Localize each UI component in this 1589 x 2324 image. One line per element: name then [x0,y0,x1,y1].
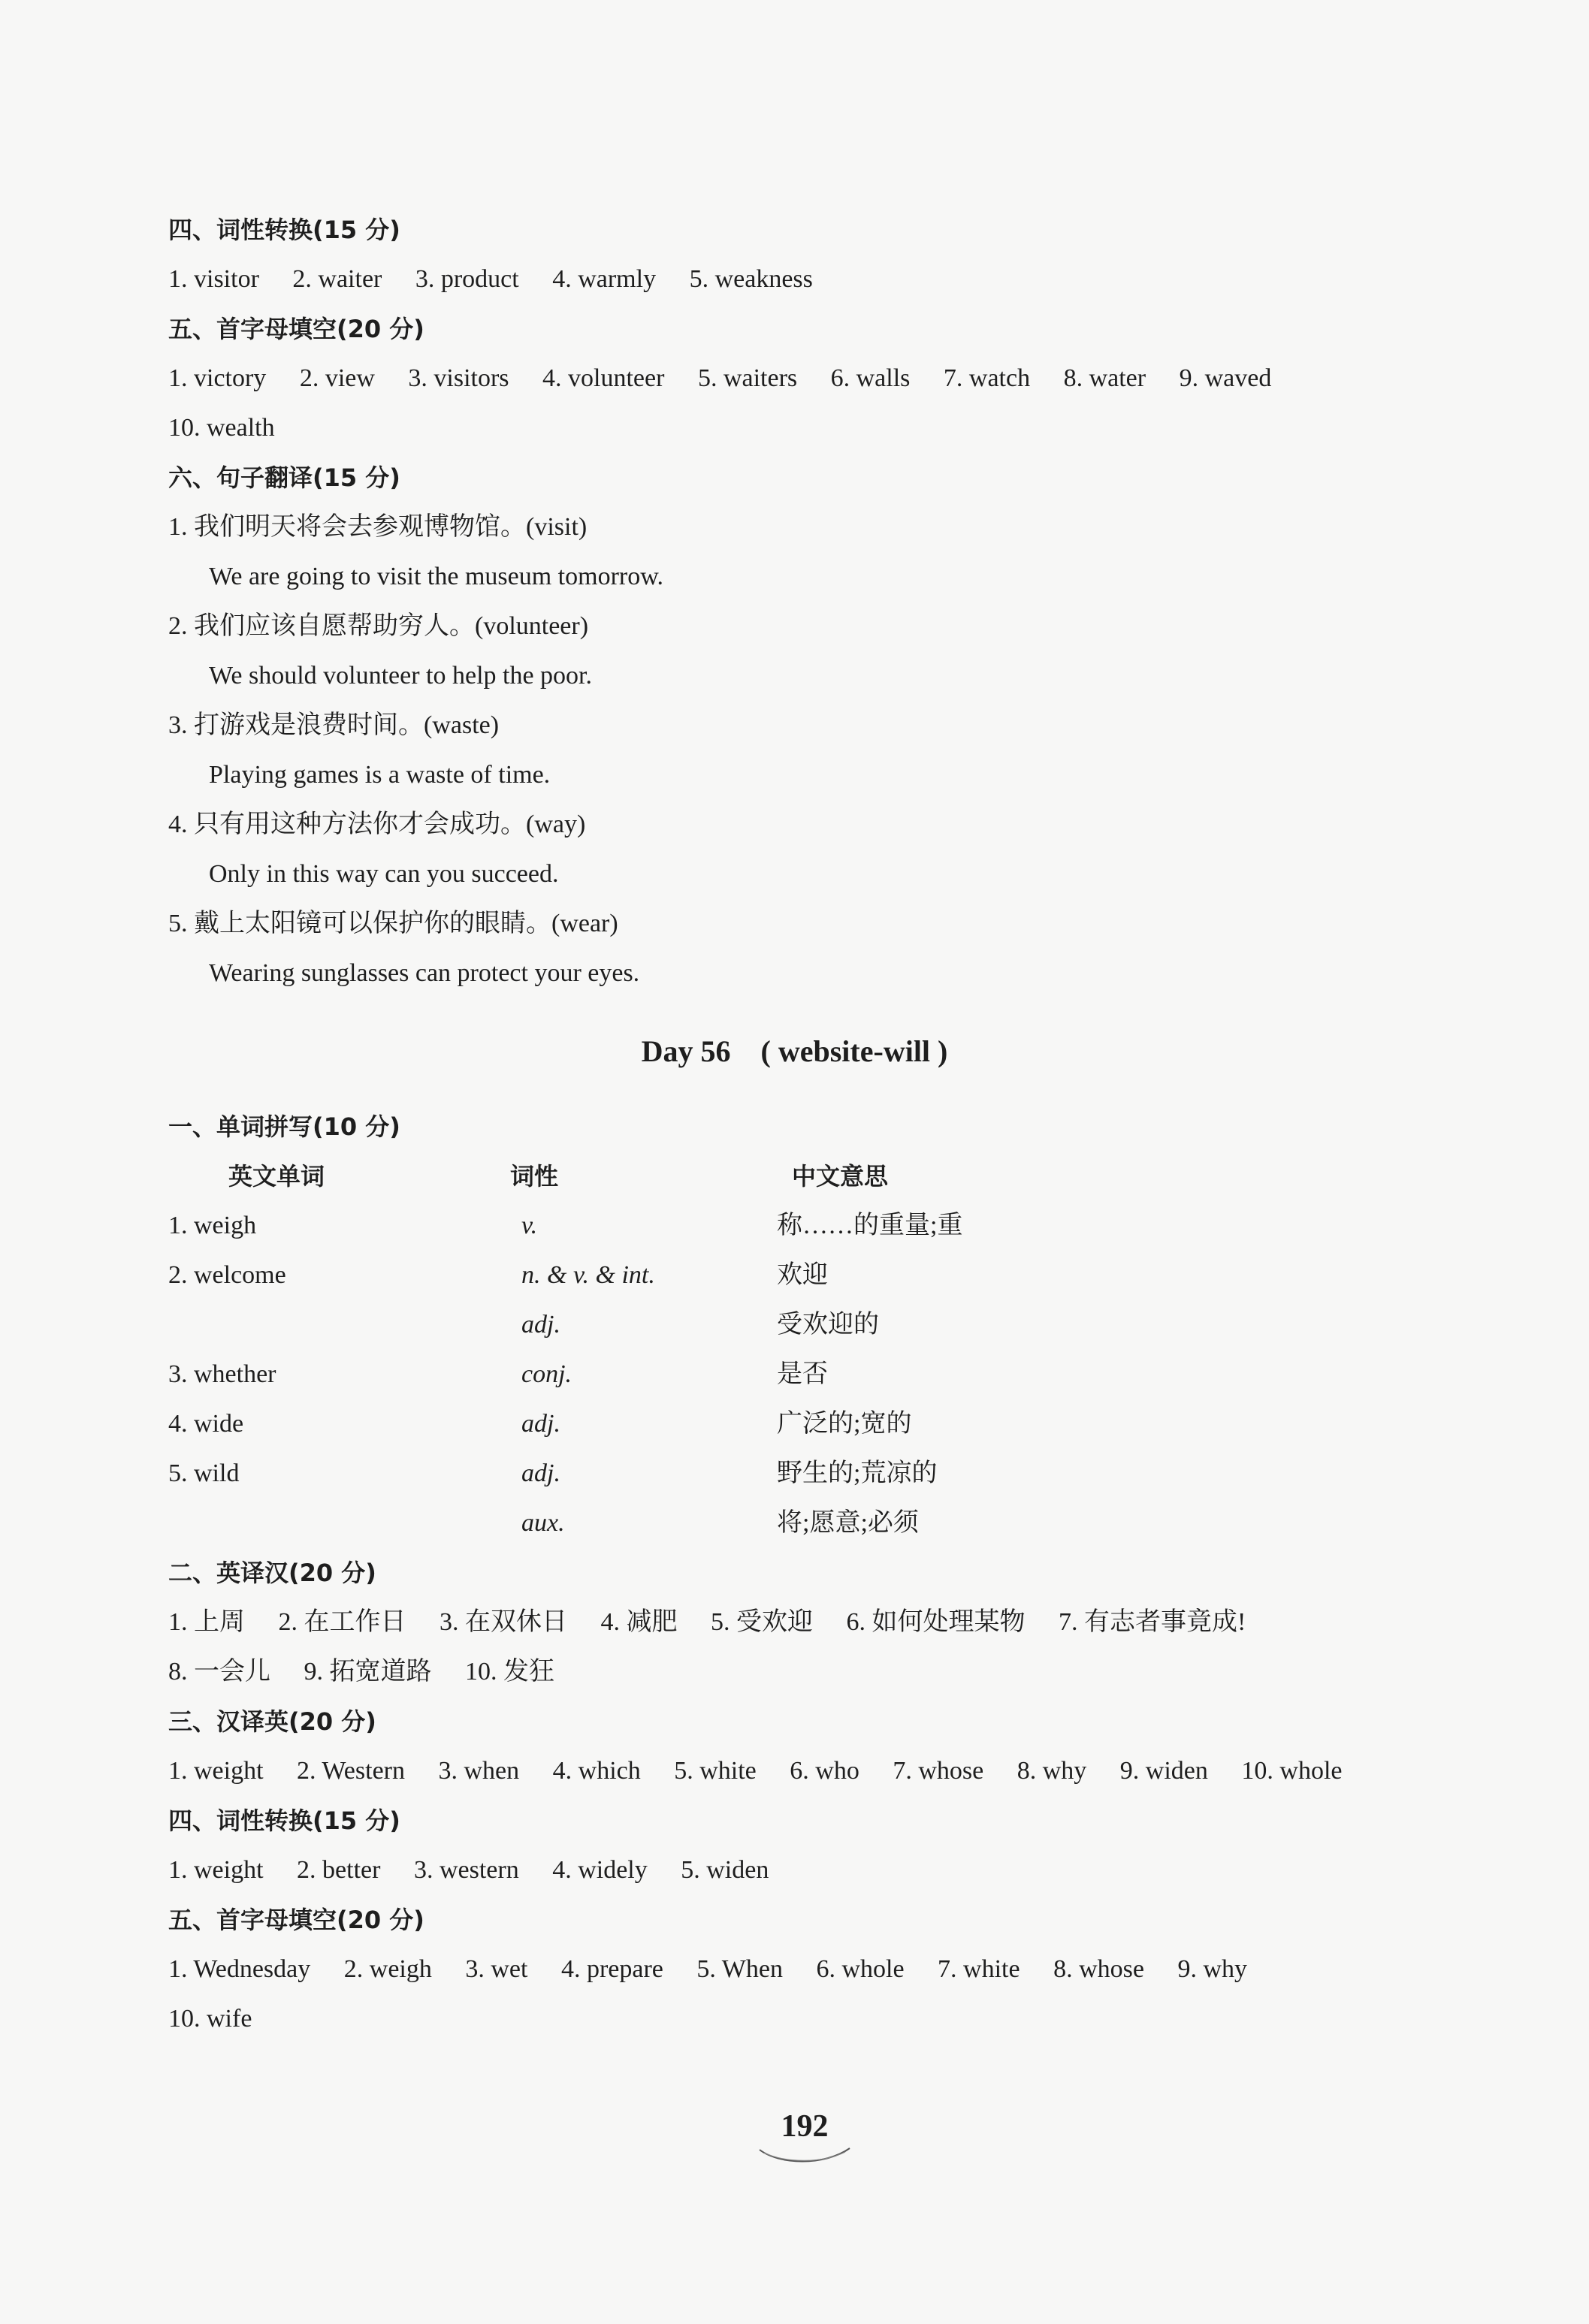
answer-item: 5. waiters [697,364,798,392]
table-row [168,1259,1446,1292]
answer-item: 4. warmly [552,265,657,293]
column-header-word: 英文单词 [228,1162,325,1191]
table-header [168,1160,1446,1193]
answer-item: 3. product [415,265,519,293]
pos-cell: adj. [521,1311,560,1339]
answer-item: 2. view [299,364,375,392]
answer-line [168,1655,582,1689]
answer-item: 2. Western [297,1757,405,1785]
answer-item: 5. When [696,1955,783,1983]
word-cell: 1. weigh [168,1212,257,1239]
section-heading: 一、单词拼写(10 分) [168,1112,400,1141]
day-word-range: ( website-will ) [760,1034,948,1068]
translation-answer: We are going to visit the museum tomorrow. [209,563,664,590]
answer-item: 10. wife [168,2005,252,2033]
answer-item: 5. 受欢迎 [711,1608,813,1636]
meaning-cell: 将;愿意;必须 [777,1509,919,1537]
answer-item: 2. 在工作日 [278,1608,406,1636]
answer-item: 7. whose [893,1757,984,1785]
meaning-cell: 野生的;荒凉的 [777,1459,938,1487]
answer-item: 4. volunteer [542,364,665,392]
meaning-cell: 受欢迎的 [777,1311,879,1339]
page-number-text: 192 [781,2109,829,2144]
word-cell: 2. welcome [168,1261,286,1289]
section-heading: 五、首字母填空(20 分) [168,315,424,343]
section-heading: 四、词性转换(15 分) [168,216,400,244]
translation-source: 4. 只有用这种方法你才会成功。(way) [168,810,586,838]
answer-line [168,1854,796,1887]
answer-item: 3. 在双休日 [440,1608,567,1636]
answer-item: 7. watch [943,364,1031,392]
answer-item: 1. 上周 [168,1608,245,1636]
translation-answer: Playing games is a waste of time. [209,761,551,789]
answer-item: 8. 一会儿 [168,1658,270,1686]
table-row [168,1358,1446,1391]
translation-answer: Wearing sunglasses can protect your eyes. [209,959,640,987]
answer-line [168,412,302,445]
table-row [168,1209,1446,1242]
meaning-cell: 广泛的;宽的 [777,1410,912,1438]
answer-item: 8. water [1063,364,1146,392]
answer-item: 2. better [297,1856,381,1884]
answer-item: 6. walls [830,364,911,392]
table-row [168,1308,1446,1342]
page-number-swoosh-icon [757,2145,853,2168]
answer-item: 9. 拓宽道路 [304,1658,432,1686]
pos-cell: adj. [521,1459,560,1487]
answer-item: 3. western [413,1856,519,1884]
answer-item: 1. victory [168,364,267,392]
answer-line [168,1953,1274,1986]
answer-item: 3. when [438,1757,520,1785]
answer-item: 6. who [790,1757,859,1785]
pos-cell: adj. [521,1410,560,1438]
word-cell: 5. wild [168,1459,240,1487]
translation-source: 1. 我们明天将会去参观博物馆。(visit) [168,513,588,541]
answer-item: 1. weight [168,1856,264,1884]
answer-item: 4. 减肥 [600,1608,678,1636]
column-header-pos: 词性 [510,1162,559,1191]
answer-item: 1. Wednesday [168,1955,311,1983]
pos-cell: n. & v. & int. [521,1261,655,1289]
answer-item: 6. whole [816,1955,905,1983]
section-heading: 六、句子翻译(15 分) [168,463,400,492]
section-heading: 二、英译汉(20 分) [168,1559,376,1587]
table-row [168,1457,1446,1490]
pos-cell: v. [521,1212,538,1239]
translation-source: 2. 我们应该自愿帮助穷人。(volunteer) [168,612,589,640]
day-title [0,1033,1589,1070]
answer-line [168,362,1298,395]
answer-item: 9. waved [1179,364,1272,392]
meaning-cell: 欢迎 [777,1261,828,1289]
table-row [168,1408,1446,1441]
page-number [757,2108,853,2175]
section-heading: 四、词性转换(15 分) [168,1806,400,1835]
answer-item: 5. weakness [689,265,813,293]
meaning-cell: 称……的重量;重 [777,1212,963,1239]
answer-item: 4. which [552,1757,641,1785]
answer-item: 9. why [1177,1955,1248,1983]
answer-item: 6. 如何处理某物 [846,1608,1026,1636]
answer-item: 5. white [674,1757,757,1785]
translation-source: 5. 戴上太阳镜可以保护你的眼睛。(wear) [168,910,618,937]
answer-line [168,1606,1273,1639]
day-number: Day 56 [641,1034,731,1068]
answer-item: 1. weight [168,1757,264,1785]
answer-item: 10. 发狂 [465,1658,554,1686]
translation-source: 3. 打游戏是浪费时间。(waste) [168,711,500,739]
column-header-meaning: 中文意思 [792,1162,889,1191]
answer-item: 8. why [1017,1757,1087,1785]
word-cell: 4. wide [168,1410,244,1438]
word-cell: 3. whether [168,1360,276,1388]
answer-item: 8. whose [1053,1955,1144,1983]
table-row [168,1507,1446,1540]
answer-line [168,2003,279,2036]
answer-item: 1. visitor [168,265,259,293]
answer-item: 7. 有志者事竟成! [1059,1608,1246,1636]
answer-line [168,1755,1369,1788]
answer-item: 10. whole [1241,1757,1343,1785]
answer-item: 10. wealth [168,414,275,442]
answer-item: 2. weigh [343,1955,432,1983]
answer-item: 9. widen [1119,1757,1208,1785]
translation-answer: Only in this way can you succeed. [209,860,559,888]
section-heading: 五、首字母填空(20 分) [168,1906,424,1934]
answer-item: 4. prepare [560,1955,663,1983]
answer-line [168,263,840,296]
pos-cell: conj. [521,1360,572,1388]
answer-item: 3. wet [465,1955,528,1983]
answer-item: 4. widely [552,1856,648,1884]
answer-item: 7. white [938,1955,1020,1983]
translation-answer: We should volunteer to help the poor. [209,662,592,690]
answer-item: 5. widen [681,1856,769,1884]
answer-item: 2. waiter [292,265,382,293]
section-heading: 三、汉译英(20 分) [168,1707,376,1736]
meaning-cell: 是否 [777,1360,828,1388]
pos-cell: aux. [521,1509,565,1537]
answer-item: 3. visitors [408,364,509,392]
